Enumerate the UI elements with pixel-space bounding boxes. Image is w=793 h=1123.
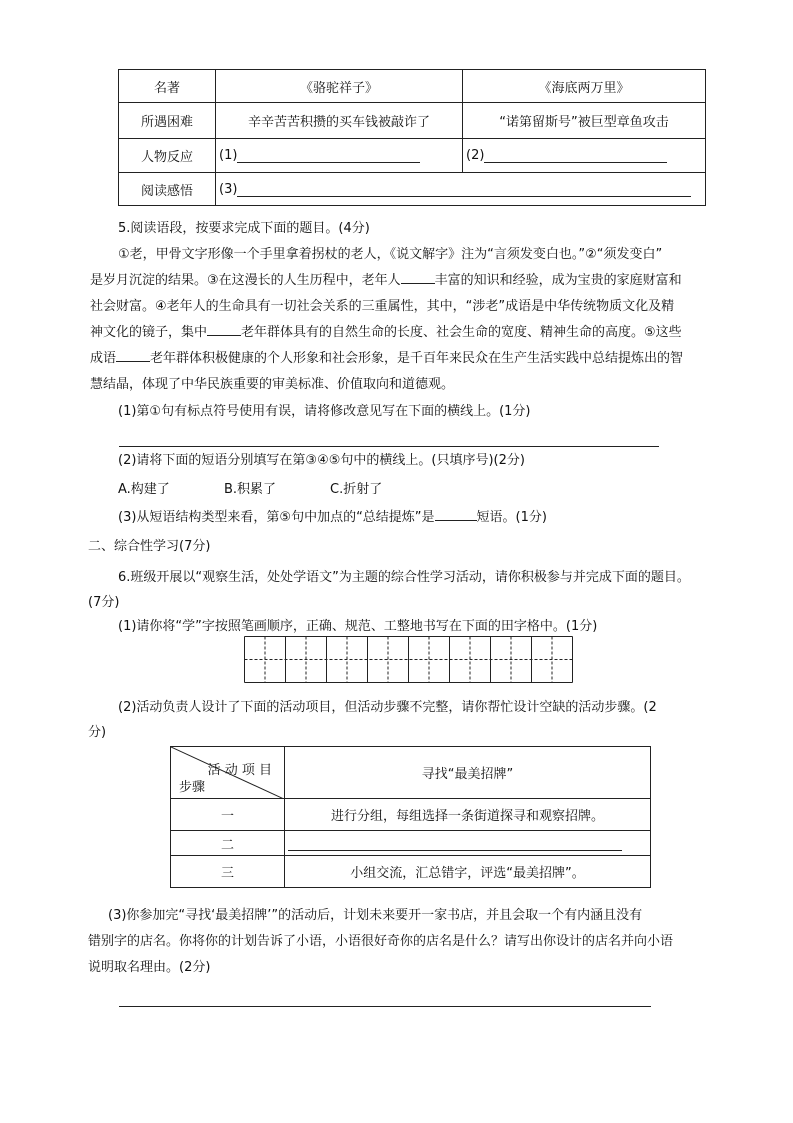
answer-line[interactable]: [237, 150, 420, 163]
question-6-score: (7分): [88, 595, 120, 610]
header-project-label: 活 动 项 目: [207, 763, 272, 778]
step-content: 小组交流，汇总错字，评选“最美招牌”。: [285, 856, 651, 888]
question-6-sub-2-score: 分): [88, 725, 107, 740]
question-6-intro: 6.班级开展以“观察生活，处处学语文”为主题的综合性学习活动，请你积极参与并完成下面的题目。: [118, 570, 690, 585]
question-5-sub-3: [118, 506, 547, 525]
section-2-title: 二、综合性学习(7分): [88, 539, 211, 554]
passage-text: 老年群体具有的自然生命的长度、社会生命的宽度、精神生命的高度。⑤这些: [241, 325, 682, 340]
passage-text: 社会财富。④老年人的生命具有一切社会关系的三重属性，其中，“涉老”成语是中华传统物质文化及精: [90, 299, 675, 314]
header-step-label: 步骤: [179, 780, 206, 795]
step-number: 三: [171, 856, 285, 888]
answer-line[interactable]: [119, 1006, 651, 1007]
answer-line[interactable]: [119, 446, 659, 447]
answer-cell: [216, 139, 463, 173]
passage-text: 成语: [90, 351, 117, 366]
question-6-sub-1: (1)请你将“学”字按照笔画顺序，正确、规范、工整地书写在下面的田字格中。(1分): [118, 619, 598, 634]
tianzige-grid[interactable]: [244, 636, 577, 683]
step-number: 一: [171, 799, 285, 831]
passage-text: 神文化的镜子，集中: [90, 325, 208, 340]
passage-text: 老年群体积极健康的个人形象和社会形象，是千百年来民众在生产生活实践中总结提炼出的智: [150, 351, 684, 366]
activity-table: [170, 746, 651, 888]
fill-blank[interactable]: [207, 321, 241, 336]
answer-number: (2): [466, 148, 485, 163]
answer-cell: [216, 173, 706, 206]
question-6-sub-3: [88, 903, 728, 981]
passage-text: 丰富的知识和经验，成为宝贵的家庭财富和: [434, 273, 682, 288]
question-6-sub-2: (2)活动负责人设计了下面的活动项目，但活动步骤不完整，请你帮忙设计空缺的活动步骤。(2: [118, 700, 657, 715]
answer-number: (3): [219, 181, 238, 197]
question-text: 错别字的店名。你将你的计划告诉了小语，小语很好奇你的店名是什么？请写出你设计的店名并向小语: [88, 934, 674, 949]
option-c: C.折射了: [330, 482, 383, 497]
question-text: (3)你参加完“寻找‘最美招牌’”的活动后，计划未来要开一家书店，并且会取一个有内涵且没有: [108, 908, 643, 923]
table-header-cell: 《骆驼祥子》: [216, 70, 463, 103]
question-5-title: 5.阅读语段，按要求完成下面的题目。(4分): [118, 221, 370, 236]
option-a: A.构建了: [118, 482, 170, 497]
table-cell: 辛辛苦苦积攒的买车钱被敲诈了: [216, 103, 463, 139]
row-label: 人物反应: [119, 139, 216, 173]
passage-text: 是岁月沉淀的结果。③在这漫长的人生历程中，老年人: [90, 273, 401, 288]
project-name-cell: 寻找“最美招牌”: [285, 747, 651, 799]
table-header-cell: 名著: [119, 70, 216, 103]
table-cell: “诺第留斯号”被巨型章鱼攻击: [463, 103, 706, 139]
answer-line[interactable]: [484, 150, 667, 163]
question-5-sub-1: (1)第①句有标点符号使用有误，请将修改意见写在下面的横线上。(1分): [118, 404, 531, 419]
row-label: 阅读感悟: [119, 173, 216, 206]
question-text: (3)从短语结构类型来看，第⑤句中加点的“总结提炼”是: [118, 510, 435, 525]
step-content: 进行分组，每组选择一条街道探寻和观察招牌。: [285, 799, 651, 831]
answer-number: (1): [219, 148, 238, 163]
option-b: B.积累了: [224, 482, 277, 497]
passage-text: 慧结晶，体现了中华民族重要的审美标准、价值取向和道德观。: [90, 377, 455, 392]
table-header-cell: 《海底两万里》: [463, 70, 706, 103]
step-number: 二: [171, 831, 285, 856]
row-label: 所遇困难: [119, 103, 216, 139]
question-text: 短语。(1分): [476, 510, 547, 525]
diagonal-header-cell: [171, 747, 285, 799]
reading-table: [118, 69, 706, 206]
question-5-sub-2: (2)请将下面的短语分别填写在第③④⑤句中的横线上。(只填序号)(2分): [118, 453, 525, 468]
passage-text: ①老，甲骨文字形像一个手里拿着拐杖的老人，《说文解字》注为“言须发变白也。”②“须发变白”: [118, 247, 663, 262]
step-content-blank: [285, 831, 651, 856]
question-text: 说明取名理由。(2分): [88, 960, 211, 975]
fill-blank[interactable]: [116, 347, 150, 362]
answer-line[interactable]: [237, 184, 691, 197]
fill-blank[interactable]: [401, 269, 435, 284]
answer-cell: [463, 139, 706, 173]
fill-blank[interactable]: [435, 506, 477, 521]
answer-line[interactable]: [288, 841, 622, 851]
question-5-passage: [90, 242, 730, 398]
